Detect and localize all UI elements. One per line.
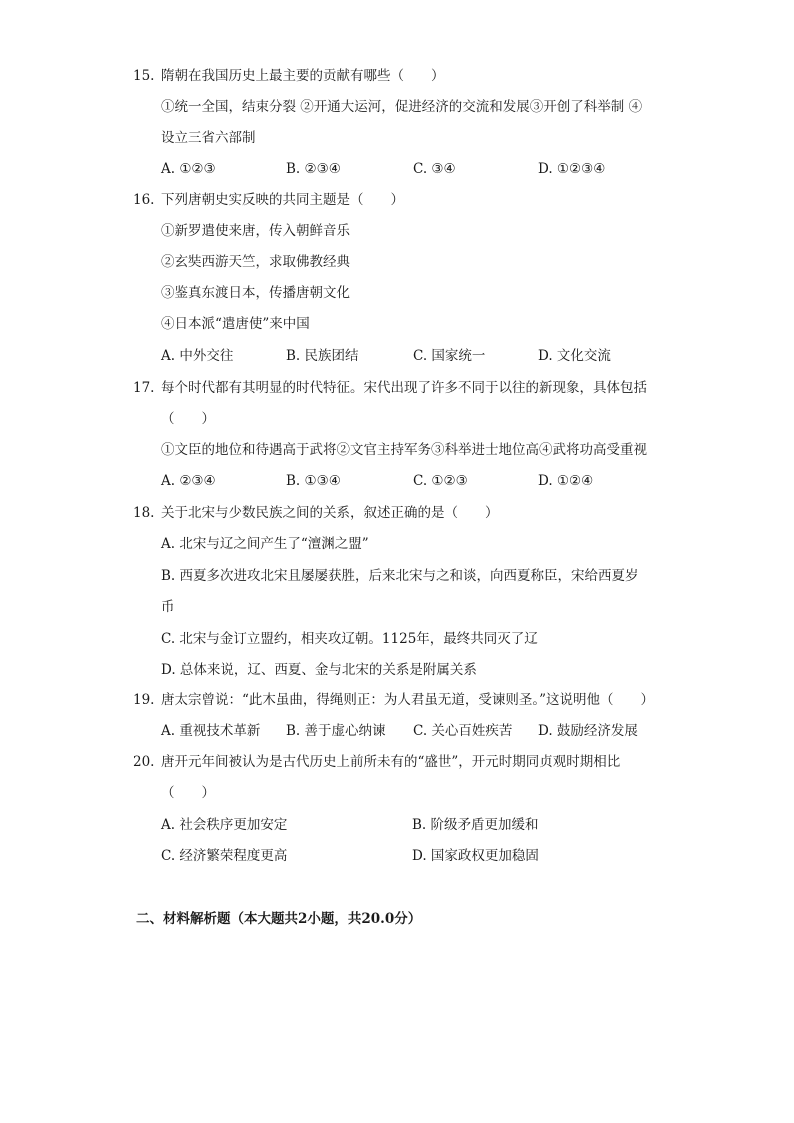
section-heading: 二、材料解析题（本大题共2小题，共20.0分） — [136, 911, 422, 927]
option-b: B. 西夏多次进攻北宋且屡屡获胜，后来北宋与之和谈，向西夏称臣，宋给西夏岁 — [161, 568, 639, 584]
option-d: D. ①②③④ — [538, 161, 606, 177]
option-d: D. 鼓励经济发展 — [538, 723, 638, 739]
option-c: C. 国家统一 — [413, 348, 486, 364]
option-c: C. 北宋与金订立盟约，相夹攻辽朝。1125年，最终共同灭了辽 — [161, 631, 538, 647]
option-a: A. 重视技术革新 — [161, 723, 261, 739]
question-number: 15. — [133, 68, 155, 84]
option-c: C. ③④ — [413, 161, 456, 177]
question-text-line: ①新罗遣使来唐，传入朝鲜音乐 — [161, 223, 350, 239]
question-text-line: ③鉴真东渡日本，传播唐朝文化 — [161, 285, 350, 301]
option-b: B. 善于虚心纳谏 — [286, 723, 386, 739]
question-stem: 关于北宋与少数民族之间的关系，叙述正确的是（ ） — [161, 505, 499, 521]
question-stem: 下列唐朝史实反映的共同主题是（ ） — [161, 192, 404, 208]
option-a: A. 中外交往 — [161, 348, 234, 364]
question-number: 17. — [133, 380, 155, 396]
option-a: A. 北宋与辽之间产生了“澶渊之盟” — [161, 536, 369, 552]
option-b: B. ①③④ — [286, 473, 341, 489]
question-stem: 唐开元年间被认为是古代历史上前所未有的“盛世”，开元时期同贞观时期相比 — [161, 754, 621, 770]
question-number: 20. — [133, 754, 155, 770]
question-number: 19. — [133, 692, 155, 708]
question-text-line: 设立三省六部制 — [161, 130, 256, 146]
option-b: B. 民族团结 — [286, 348, 359, 364]
option-b: B. 阶级矛盾更加缓和 — [412, 817, 539, 833]
option-a: A. ②③④ — [161, 473, 216, 489]
question-stem: 唐太宗曾说：“此木虽曲，得绳则正：为人君虽无道，受谏则圣。”这说明他（ ） — [161, 692, 655, 708]
option-d: D. 总体来说，辽、西夏、金与北宋的关系是附属关系 — [161, 662, 477, 678]
option-c: C. 经济繁荣程度更高 — [161, 848, 288, 864]
option-a: A. ①②③ — [161, 161, 216, 177]
option-c: C. ①②③ — [413, 473, 468, 489]
option-a: A. 社会秩序更加安定 — [161, 817, 288, 833]
option-d: D. 国家政权更加稳固 — [412, 848, 539, 864]
option-b: B. ②③④ — [286, 161, 341, 177]
question-stem: 每个时代都有其明显的时代特征。宋代出现了许多不同于以往的新现象，具体包括 — [161, 380, 647, 396]
question-text-line: ①文臣的地位和待遇高于武将②文官主持军务③科举进士地位高④武将功高受重视 — [161, 442, 647, 458]
option-d: D. ①②④ — [538, 473, 594, 489]
question-text-line: （ ） — [161, 785, 215, 801]
question-text-line: ①统一全国，结束分裂 ②开通大运河，促进经济的交流和发展③开创了科举制 ④ — [161, 99, 643, 115]
question-text-line: ④日本派“遣唐使”来中国 — [161, 316, 310, 332]
question-text-line: （ ） — [161, 411, 215, 427]
option-d: D. 文化交流 — [538, 348, 611, 364]
question-text-line: ②玄奘西游天竺，求取佛教经典 — [161, 254, 350, 270]
option-b-continued: 币 — [161, 599, 175, 615]
question-number: 18. — [133, 505, 155, 521]
question-stem: 隋朝在我国历史上最主要的贡献有哪些（ ） — [161, 68, 445, 84]
option-c: C. 关心百姓疾苦 — [413, 723, 513, 739]
question-number: 16. — [133, 192, 155, 208]
